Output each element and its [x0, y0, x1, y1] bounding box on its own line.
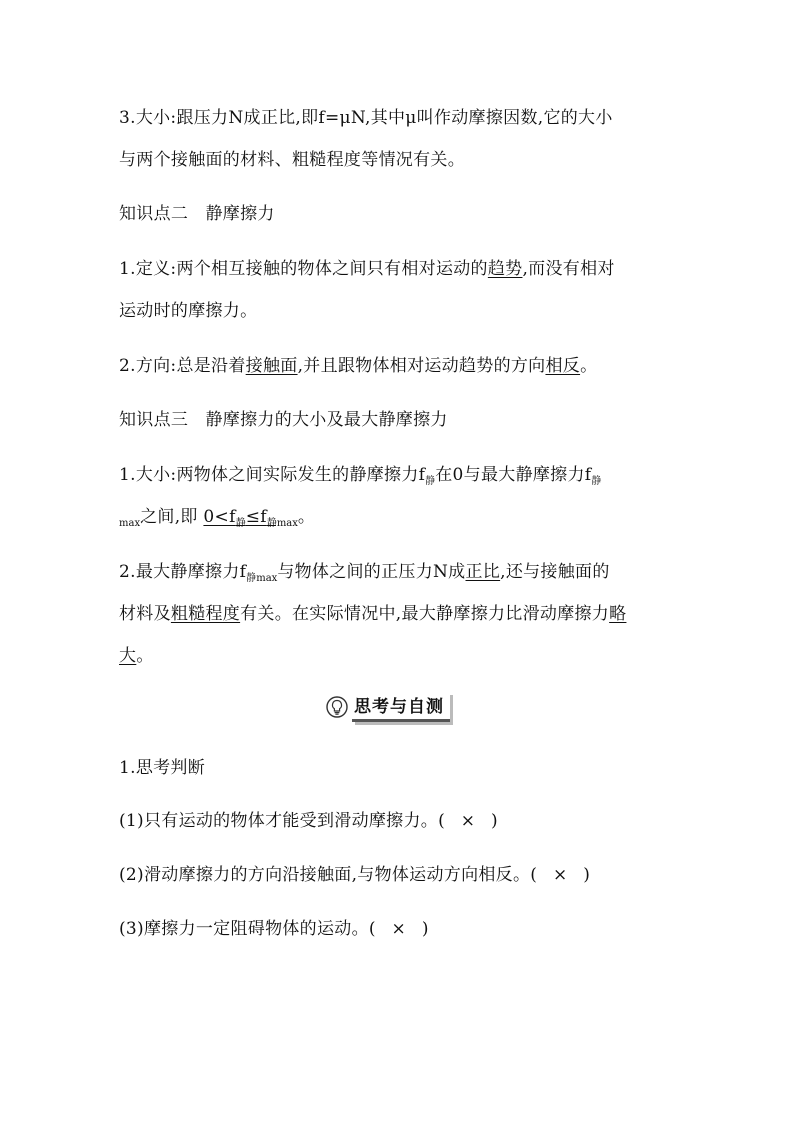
kp3-size-line1 [119, 463, 601, 494]
ineq-part-b: ≤f [245, 507, 267, 527]
sec3-line2-text: 与两个接触面的材料、粗糙程度等情况有关。 [119, 150, 465, 170]
kp2-definition-line1 [119, 257, 615, 281]
ineq-subscript-jingmax: 静max [266, 518, 298, 529]
size-text-d: 。 [297, 507, 316, 527]
judge-item [119, 863, 590, 887]
dir-text-c: 。 [580, 356, 598, 376]
judge-answer-mark: × [460, 811, 476, 831]
max-underlined-slightly: 略 [609, 604, 627, 624]
think-and-test-banner [326, 694, 450, 720]
kp3-size-line2 [119, 505, 315, 536]
subscript-jing: 静 [425, 476, 436, 487]
size-underlined-inequality [203, 507, 298, 527]
max-text-a: 2.最大静摩擦力f [119, 562, 247, 582]
dir-underlined-contact-surface: 接触面 [245, 356, 298, 376]
subscript-jing-2: 静 [591, 476, 602, 487]
size-text-b: 在0与最大静摩擦力f [435, 465, 592, 485]
banner-title: 思考与自测 [352, 692, 450, 722]
def-line2-text: 运动时的摩擦力。 [119, 301, 258, 321]
judge-item [119, 917, 429, 941]
max-underlined-proportional: 正比 [465, 562, 501, 582]
max-text-b: 与物体之间的正压力N成 [277, 562, 466, 582]
def-text-b: ,而没有相对 [522, 259, 615, 279]
max-subscript-jingmax: 静max [246, 573, 278, 584]
ineq-subscript-jing: 静 [235, 518, 246, 529]
size-text-c: 之间,即 [140, 507, 198, 527]
max-text-c: ,还与接触面的 [500, 562, 610, 582]
lightbulb-icon [326, 696, 348, 718]
dir-text-a: 2.方向:总是沿着 [119, 356, 246, 376]
judge-close-paren: ) [491, 811, 498, 831]
dir-underlined-opposite: 相反 [545, 356, 581, 376]
kp3-max-line2 [119, 602, 626, 626]
judge-close-paren: ) [583, 865, 591, 885]
max-line3-end: 。 [136, 646, 154, 666]
ineq-part-a: 0<f [203, 507, 236, 527]
sec3-line1-text: 3.大小:跟压力N成正比,即f=μN,其中μ叫作动摩擦因数,它的大小 [119, 108, 613, 128]
kp2-definition-line2 [119, 299, 257, 323]
kp2-title-text: 知识点二 静摩擦力 [119, 204, 275, 224]
kp3-max-line3 [119, 644, 154, 668]
judge-answer-mark: × [391, 919, 407, 939]
subscript-max: max [119, 518, 141, 529]
sec3-line2 [119, 148, 465, 172]
judge-close-paren: ) [421, 919, 429, 939]
max-underlined-roughness: 粗糙程度 [170, 604, 241, 624]
kp3-title [119, 408, 448, 432]
judge-title-text: 1.思考判断 [119, 758, 206, 778]
def-text-a: 1.定义:两个相互接触的物体之间只有相对运动的 [119, 259, 488, 279]
size-text-a: 1.大小:两物体之间实际发生的静摩擦力f [119, 465, 426, 485]
judge-item-text: (3)摩擦力一定阻碍物体的运动。( [119, 919, 376, 939]
dir-text-b: ,并且跟物体相对运动趋势的方向 [297, 356, 546, 376]
def-underlined-trend: 趋势 [487, 259, 523, 279]
judge-item [119, 809, 498, 833]
judge-item-text: (1)只有运动的物体才能受到滑动摩擦力。( [119, 811, 446, 831]
kp2-direction [119, 354, 597, 378]
kp2-title [119, 202, 275, 226]
max-line2-a: 材料及 [119, 604, 171, 624]
judge-answer-mark: × [552, 865, 568, 885]
sec3-line1 [119, 106, 613, 130]
max-underlined-larger: 大 [119, 646, 137, 666]
kp3-max-line1 [119, 560, 610, 591]
max-line2-b: 有关。在实际情况中,最大静摩擦力比滑动摩擦力 [240, 604, 610, 624]
judge-title [119, 756, 205, 780]
judge-item-text: (2)滑动摩擦力的方向沿接触面,与物体运动方向相反。( [119, 865, 538, 885]
kp3-title-text: 知识点三 静摩擦力的大小及最大静摩擦力 [119, 410, 448, 430]
